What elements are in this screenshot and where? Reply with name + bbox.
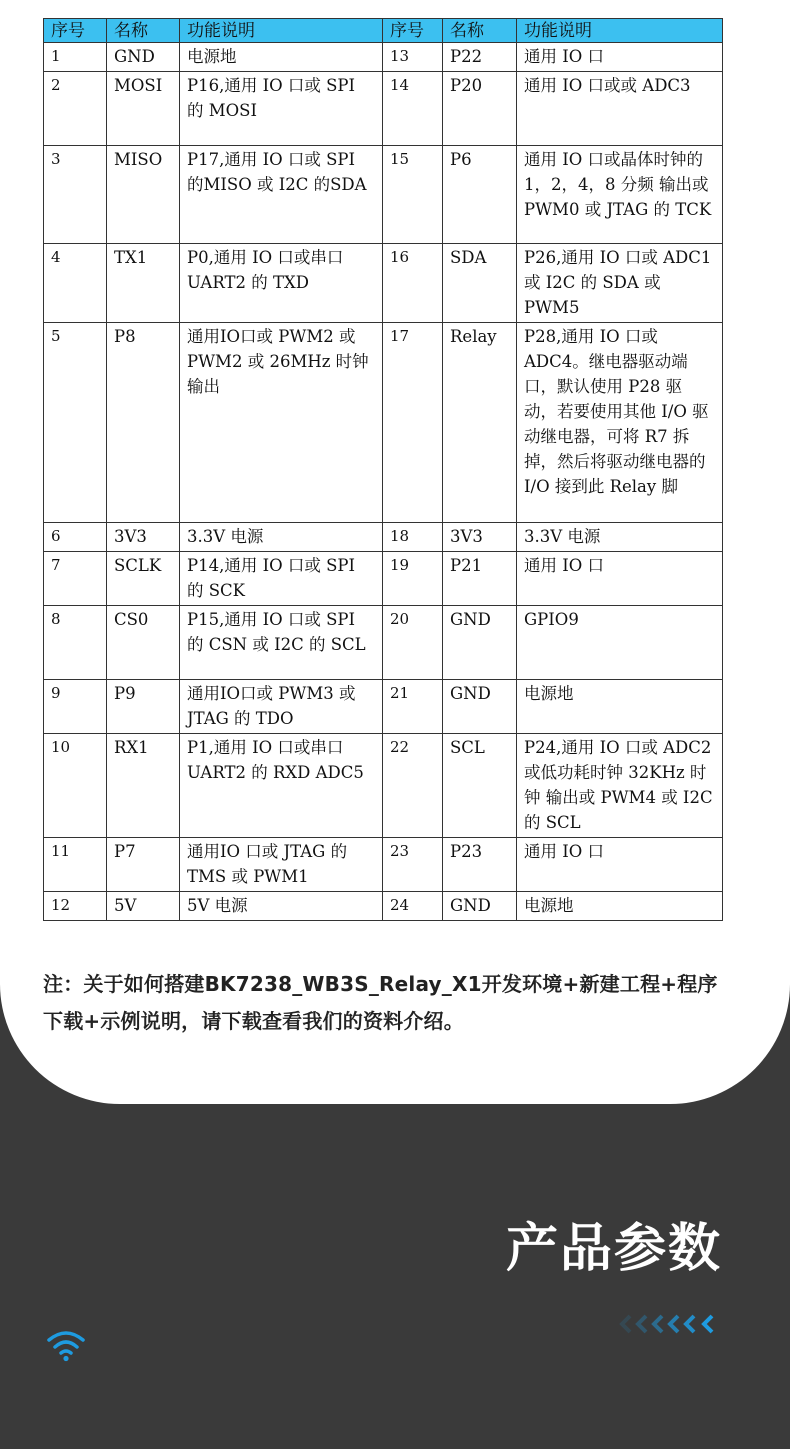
cell-name: P22 [443,43,517,72]
cell-name: GND [443,680,517,734]
table-row [44,523,723,552]
cell-index: 22 [383,734,443,838]
cell-index: 5 [44,323,107,523]
cell-function: P26,通用 IO 口或 ADC1 或 I2C 的 SDA 或 PWM5 [517,244,723,323]
cell-name: P21 [443,552,517,606]
cell-name: GND [443,892,517,921]
wifi-icon [46,1328,86,1362]
cell-function: P1,通用 IO 口或串口 UART2 的 RXD ADC5 [180,734,383,838]
cell-name: SCL [443,734,517,838]
table-row [44,72,723,146]
cell-index: 23 [383,838,443,892]
table-row [44,146,723,244]
cell-index: 7 [44,552,107,606]
cell-name: SDA [443,244,517,323]
table-row [44,323,723,523]
cell-name: 3V3 [443,523,517,552]
table-row [44,43,723,72]
table-row [44,838,723,892]
note-text: 注：关于如何搭建BK7238_WB3S_Relay_X1开发环境+新建工程+程序下载+示例说明，请下载查看我们的资料介绍。 [43,972,718,1033]
cell-index: 20 [383,606,443,680]
cell-function: 通用 IO 口或或 ADC3 [517,72,723,146]
table-row [44,244,723,323]
cell-function: 通用 IO 口 [517,552,723,606]
cell-name: P9 [107,680,180,734]
cell-index: 2 [44,72,107,146]
cell-function: P28,通用 IO 口或 ADC4。继电器驱动端口，默认使用 P28 驱动，若要使用其他 I/O 驱动继电器，可将 R7 拆掉，然后将驱动继电器的 I/O 接到此 Relay 脚 [517,323,723,523]
cell-name: P20 [443,72,517,146]
table-body [44,43,723,921]
cell-index: 10 [44,734,107,838]
col-header-name: 名称 [107,19,180,43]
cell-index: 13 [383,43,443,72]
cell-function: 通用IO口或 PWM3 或 JTAG 的 TDO [180,680,383,734]
cell-function: 通用 IO 口 [517,838,723,892]
cell-function: 通用IO口或 PWM2 或 PWM2 或 26MHz 时钟输出 [180,323,383,523]
cell-name: SCLK [107,552,180,606]
col-header-function: 功能说明 [180,19,383,43]
cell-function: 电源地 [517,680,723,734]
cell-function: P0,通用 IO 口或串口 UART2 的 TXD [180,244,383,323]
cell-index: 1 [44,43,107,72]
cell-index: 16 [383,244,443,323]
cell-index: 8 [44,606,107,680]
cell-name: MOSI [107,72,180,146]
cell-function: P16,通用 IO 口或 SPI 的 MOSI [180,72,383,146]
cell-function: 5V 电源 [180,892,383,921]
table-row [44,734,723,838]
cell-index: 11 [44,838,107,892]
cell-name: RX1 [107,734,180,838]
cell-name: P6 [443,146,517,244]
pin-table [43,18,723,921]
cell-index: 3 [44,146,107,244]
cell-index: 15 [383,146,443,244]
cell-function: 3.3V 电源 [517,523,723,552]
cell-name: GND [107,43,180,72]
col-header-function: 功能说明 [517,19,723,43]
cell-function: 通用 IO 口或晶体时钟的 1，2，4，8 分频 输出或 PWM0 或 JTAG 的 TCK [517,146,723,244]
cell-function: 通用IO 口或 JTAG 的 TMS 或 PWM1 [180,838,383,892]
cell-index: 9 [44,680,107,734]
cell-function: P24,通用 IO 口或 ADC2 或低功耗时钟 32KHz 时钟 输出或 PWM4 或 I2C 的 SCL [517,734,723,838]
cell-name: P8 [107,323,180,523]
cell-function: P15,通用 IO 口或 SPI 的 CSN 或 I2C 的 SCL [180,606,383,680]
cell-index: 17 [383,323,443,523]
cell-function: GPIO9 [517,606,723,680]
cell-name: 3V3 [107,523,180,552]
cell-name: GND [443,606,517,680]
cell-function: 3.3V 电源 [180,523,383,552]
cell-name: TX1 [107,244,180,323]
cell-index: 18 [383,523,443,552]
cell-function: P17,通用 IO 口或 SPI 的MISO 或 I2C 的SDA [180,146,383,244]
cell-function: P14,通用 IO 口或 SPI 的 SCK [180,552,383,606]
cell-name: P23 [443,838,517,892]
cell-index: 6 [44,523,107,552]
table-header-row [44,19,723,43]
cell-index: 4 [44,244,107,323]
cell-index: 24 [383,892,443,921]
cell-index: 21 [383,680,443,734]
cell-function: 电源地 [517,892,723,921]
chevrons-left-icon [616,1313,720,1335]
table-row [44,552,723,606]
cell-name: CS0 [107,606,180,680]
cell-index: 14 [383,72,443,146]
table-row [44,892,723,921]
cell-name: 5V [107,892,180,921]
cell-function: 通用 IO 口 [517,43,723,72]
cell-function: 电源地 [180,43,383,72]
cell-name: P7 [107,838,180,892]
cell-name: MISO [107,146,180,244]
cell-index: 19 [383,552,443,606]
cell-name: Relay [443,323,517,523]
table-row [44,606,723,680]
table-row [44,680,723,734]
section-title: 产品参数 [505,1219,722,1279]
col-header-name: 名称 [443,19,517,43]
col-header-index: 序号 [44,19,107,43]
col-header-index: 序号 [383,19,443,43]
cell-index: 12 [44,892,107,921]
